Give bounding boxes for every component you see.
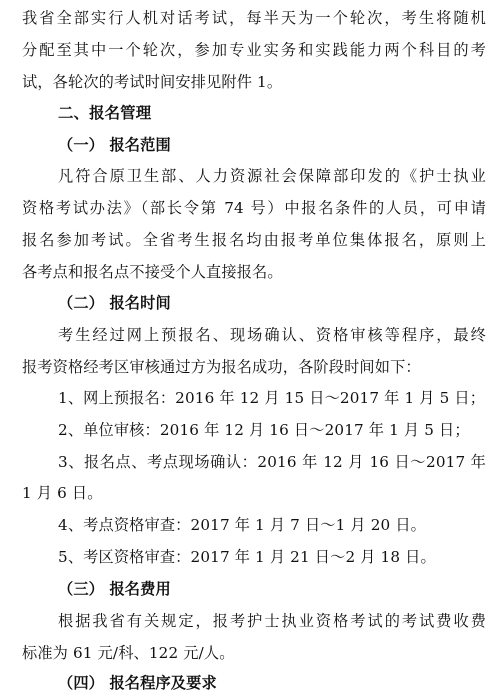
- schedule-item-continuation: 1 月 6 日。: [22, 484, 103, 502]
- schedule-item: 3、报名点、考点现场确认：2016 年 12 月 16 日～2017 年: [58, 453, 486, 471]
- paragraph-line: 各考点和报名点不接受个人直接报名。: [22, 263, 283, 281]
- paragraph-line: 报名参加考试。全省考生报名均由报考单位集体报名，原则上: [22, 231, 486, 249]
- paragraph-line: 标准为 61 元/科、122 元/人。: [22, 644, 235, 662]
- section-heading: 二、报名管理: [58, 104, 152, 122]
- paragraph-line: 试，各轮次的考试时间安排见附件 1。: [22, 73, 283, 91]
- paragraph-line: 凡符合原卫生部、人力资源社会保障部印发的《护士执业: [58, 167, 486, 185]
- paragraph-line: 我省全部实行人机对话考试，每半天为一个轮次，考生将随机: [22, 9, 486, 27]
- paragraph-line: 资格考试办法》（部长令第 74 号）中报名条件的人员，可申请: [22, 199, 486, 217]
- subsection-heading: （二） 报名时间: [58, 294, 171, 312]
- paragraph-line: 分配至其中一个轮次，参加专业实务和实践能力两个科目的考: [22, 41, 486, 59]
- schedule-item: 5、考区资格审查：2017 年 1 月 21 日～2 月 18 日。: [58, 548, 436, 566]
- subsection-heading: （四） 报名程序及要求: [58, 674, 217, 692]
- paragraph-line: 根据我省有关规定，报考护士执业资格考试的考试费收费: [58, 612, 486, 630]
- paragraph-line: 考生经过网上预报名、现场确认、资格审核等程序，最终: [58, 326, 486, 344]
- schedule-item: 4、考点资格审查：2017 年 1 月 7 日～1 月 20 日。: [58, 516, 427, 534]
- subsection-heading: （一） 报名范围: [58, 136, 171, 154]
- subsection-heading: （三） 报名费用: [58, 580, 171, 598]
- paragraph-line: 报考资格经考区审核通过方为报名成功，各阶段时间如下：: [22, 358, 421, 376]
- schedule-item: 1、网上预报名：2016 年 12 月 15 日～2017 年 1 月 5 日；: [58, 389, 486, 407]
- schedule-item: 2、单位审核：2016 年 12 月 16 日～2017 年 1 月 5 日；: [58, 421, 470, 439]
